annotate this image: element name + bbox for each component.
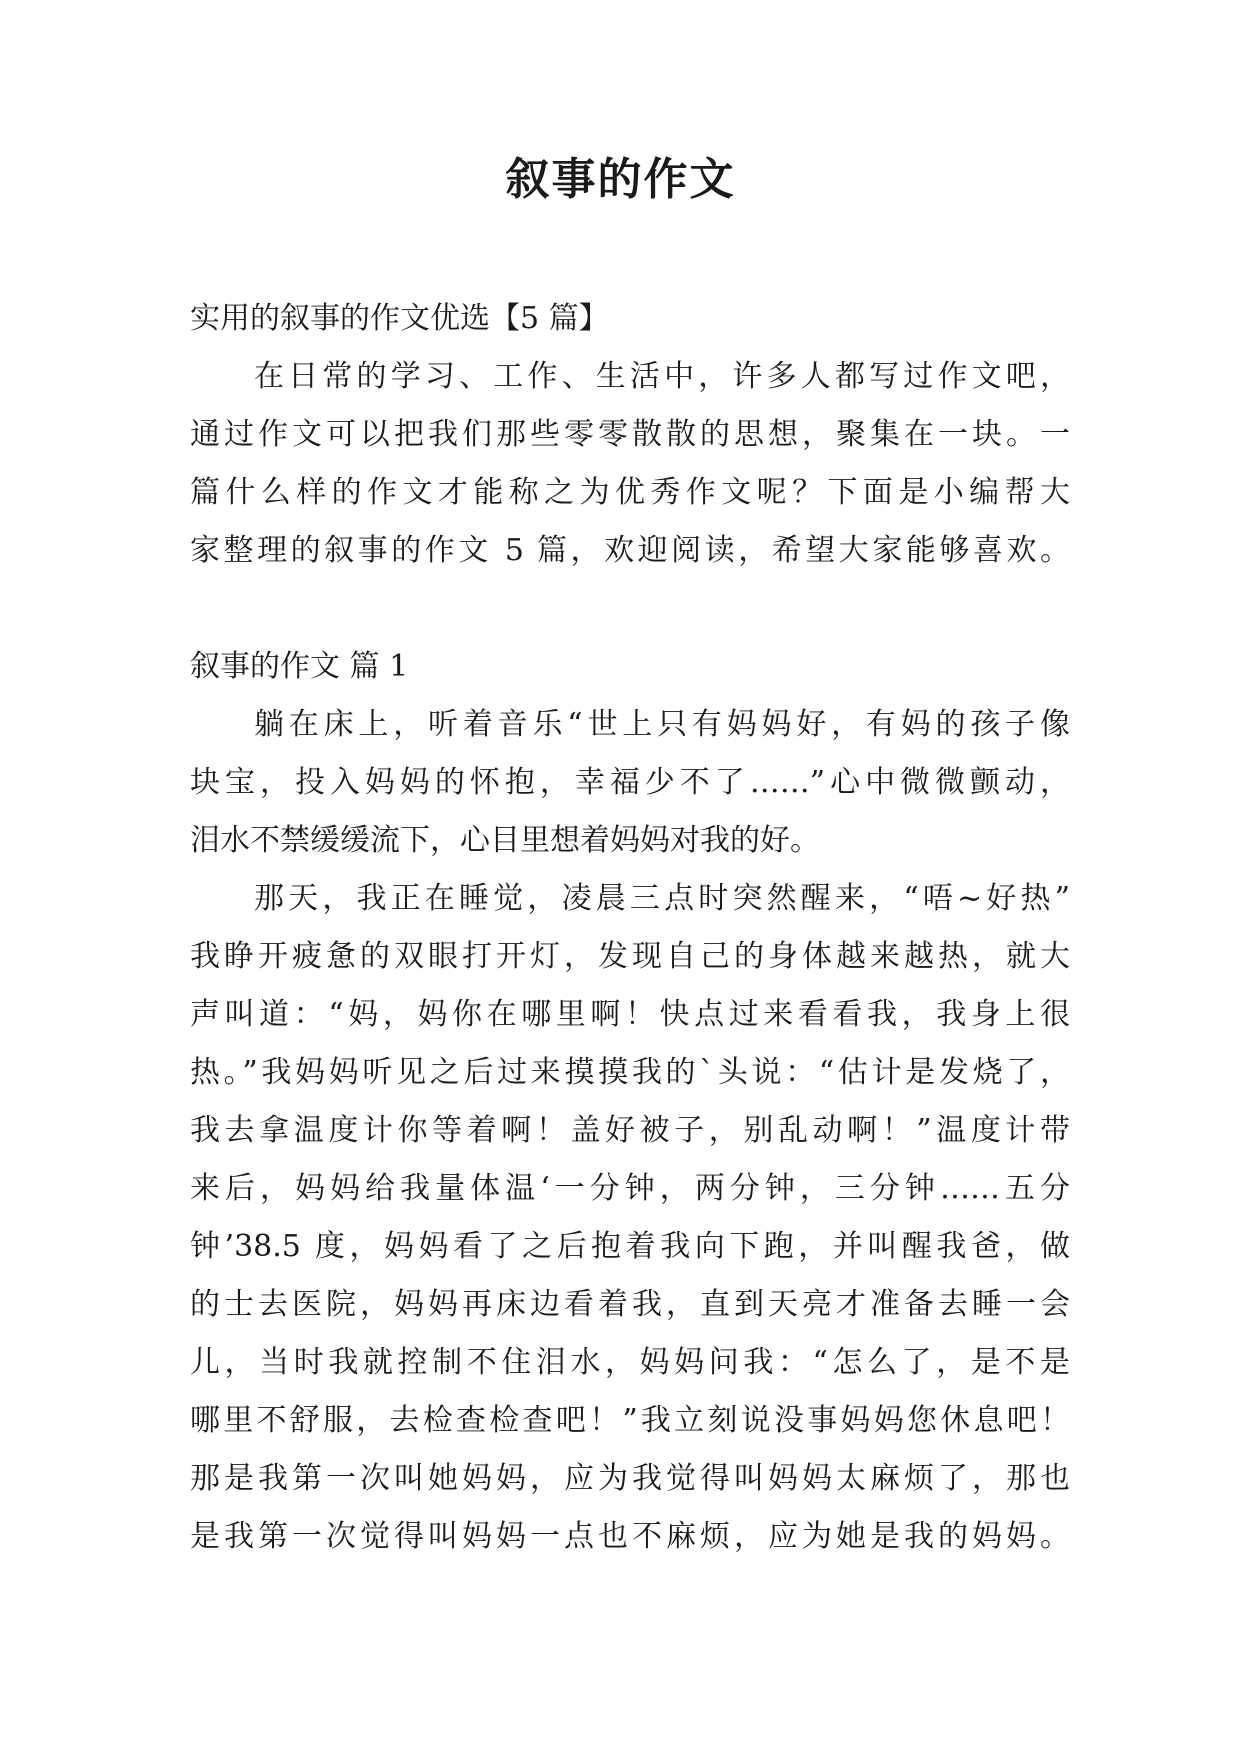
paragraph-line: 我睁开疲惫的双眼打开灯，发现自己的身体越来越热，就大 bbox=[190, 939, 1070, 974]
document-subtitle: 实用的叙事的作文优选【5 篇】 bbox=[190, 301, 609, 336]
paragraph-line: 热。”我妈妈听见之后过来摸摸我的`头说：“估计是发烧了， bbox=[190, 1055, 1070, 1090]
document-title: 叙事的作文 bbox=[505, 154, 736, 205]
section-heading: 叙事的作文 篇 1 bbox=[190, 649, 409, 684]
paragraph-line: 我去拿温度计你等着啊！盖好被子，别乱动啊！”温度计带 bbox=[190, 1113, 1070, 1148]
paragraph-line: 那天，我正在睡觉，凌晨三点时突然醒来，“唔~好热” bbox=[254, 881, 1070, 916]
paragraph-line: 儿，当时我就控制不住泪水，妈妈问我：“怎么了，是不是 bbox=[190, 1345, 1070, 1380]
paragraph-line: 的士去医院，妈妈再床边看着我，直到天亮才准备去睡一会 bbox=[190, 1287, 1070, 1322]
spacer bbox=[190, 580, 1070, 638]
paragraph-line: 家整理的叙事的作文 5 篇，欢迎阅读，希望大家能够喜欢。 bbox=[190, 533, 1070, 568]
paragraph-line: 哪里不舒服，去检查检查吧！”我立刻说没事妈妈您休息吧！ bbox=[190, 1403, 1070, 1438]
paragraph-line: 钟’38.5 度，妈妈看了之后抱着我向下跑，并叫醒我爸，做 bbox=[190, 1229, 1070, 1264]
paragraph-line: 篇什么样的作文才能称之为优秀作文呢？下面是小编帮大 bbox=[190, 475, 1070, 510]
intro-paragraph bbox=[190, 348, 1070, 580]
paragraph-line: 块宝，投入妈妈的怀抱，幸福少不了……”心中微微颤动， bbox=[190, 765, 1070, 800]
paragraph-line: 那是我第一次叫她妈妈，应为我觉得叫妈妈太麻烦了，那也 bbox=[190, 1461, 1070, 1496]
paragraph-2 bbox=[190, 870, 1070, 1566]
paragraph-line: 通过作文可以把我们那些零零散散的思想，聚集在一块。一 bbox=[190, 417, 1070, 452]
paragraph-line: 在日常的学习、工作、生活中，许多人都写过作文吧， bbox=[254, 359, 1070, 394]
paragraph-line: 是我第一次觉得叫妈妈一点也不麻烦，应为她是我的妈妈。 bbox=[190, 1519, 1070, 1554]
paragraph-line: 躺在床上，听着音乐“世上只有妈妈好，有妈的孩子像 bbox=[254, 707, 1070, 742]
paragraph-line: 声叫道：“妈，妈你在哪里啊！快点过来看看我，我身上很 bbox=[190, 997, 1070, 1032]
document-body bbox=[190, 290, 1070, 1566]
paragraph-1 bbox=[190, 696, 1070, 870]
paragraph-line: 泪水不禁缓缓流下，心目里想着妈妈对我的好。 bbox=[190, 823, 820, 858]
paragraph-line: 来后，妈妈给我量体温‘一分钟，两分钟，三分钟……五分 bbox=[190, 1171, 1070, 1206]
